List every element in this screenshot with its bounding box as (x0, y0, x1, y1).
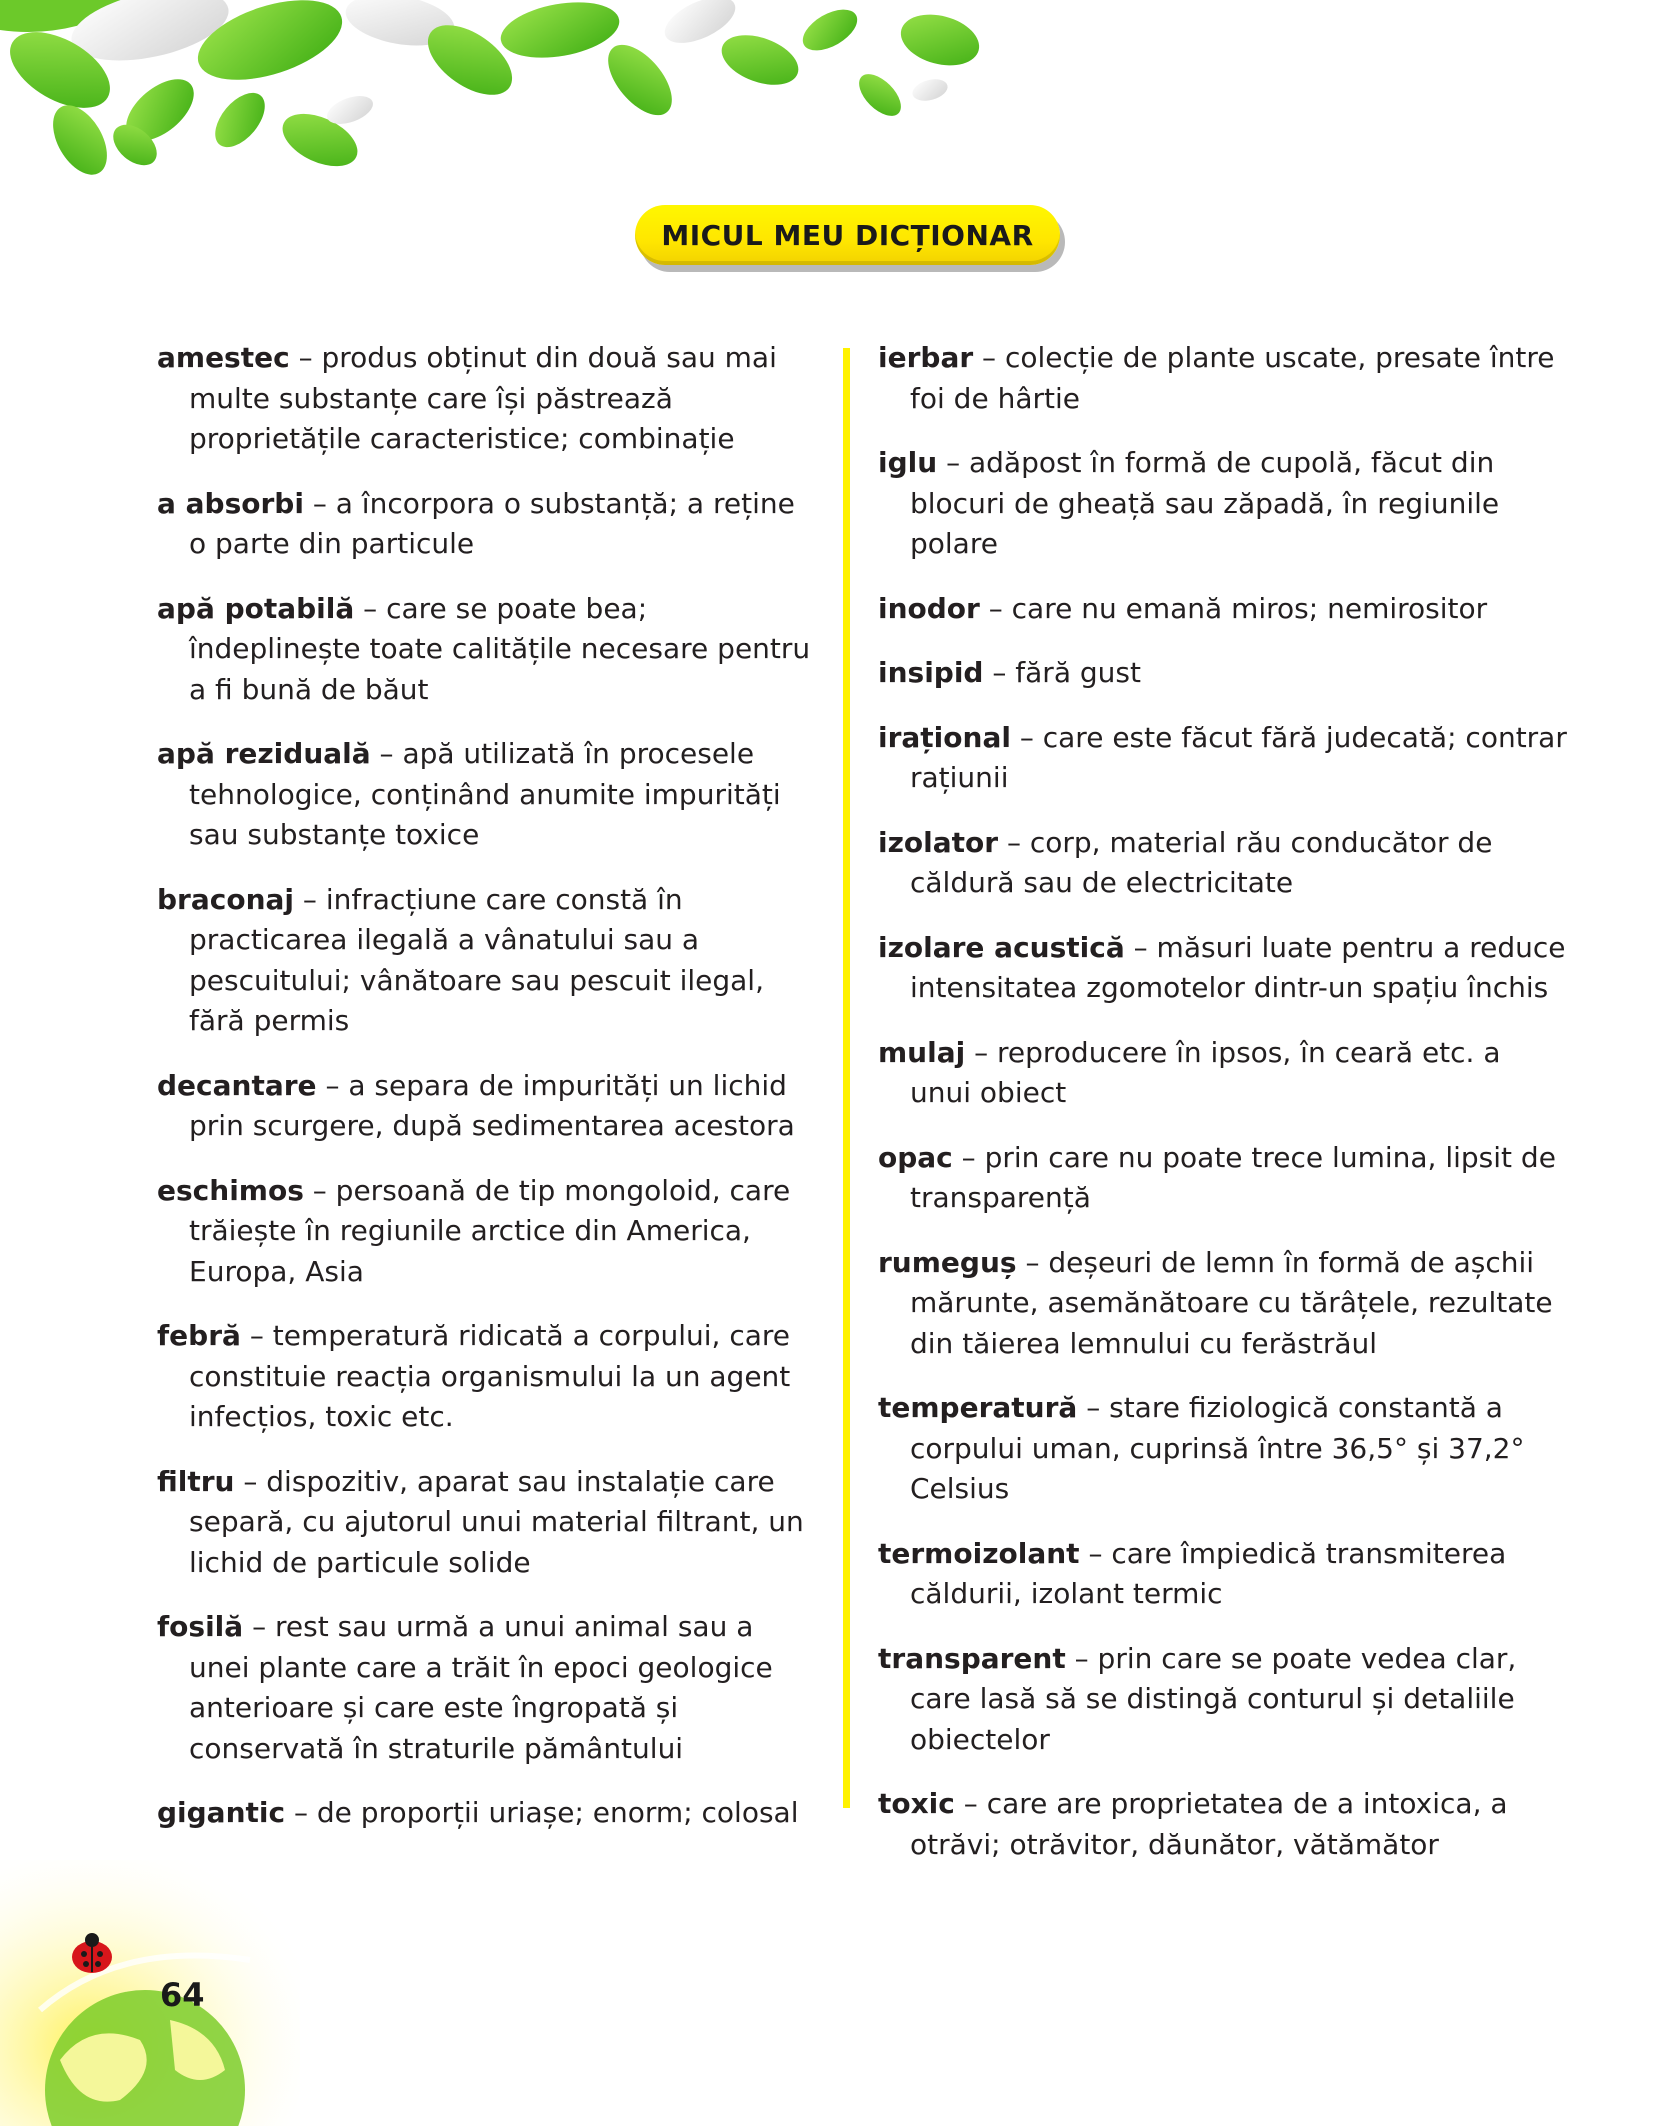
entry-definition: – măsuri luate pentru a reduce intensitatea zgomotelor dintr-un spațiu închis (910, 930, 1566, 1004)
left-column (157, 338, 817, 1858)
entry-term: rumeguș (878, 1245, 1017, 1279)
dictionary-entry (157, 338, 817, 460)
dictionary-entry (878, 1534, 1568, 1615)
right-column (878, 338, 1568, 1889)
entry-term: temperatură (878, 1391, 1078, 1424)
entry-term: filtru (157, 1464, 235, 1498)
entry-term: braconaj (157, 882, 295, 916)
entry-definition: – a separa de impurități un lichid prin scurgere, după sedimentarea acestora (189, 1068, 795, 1142)
entry-definition: – deșeuri de lemn în formă de așchii mărunte, asemănătoare cu tărâțele, rezultate din tăierea lemnului cu ferăstrăul (910, 1245, 1553, 1360)
entry-term: irațional (878, 720, 1011, 754)
dictionary-entry (878, 823, 1568, 904)
entry-term: opac (878, 1140, 953, 1174)
entry-term: apă reziduală (157, 737, 371, 770)
entry-definition: – persoană de tip mongoloid, care trăiește în regiunile arctice din America, Europa, Asia (189, 1173, 791, 1288)
dictionary-entry (878, 718, 1568, 799)
dictionary-entry (878, 1784, 1568, 1865)
entry-definition: – prin care se poate vedea clar, care lasă să se distingă conturul și detaliile obiectelor (910, 1641, 1517, 1756)
entry-term: mulaj (878, 1035, 966, 1069)
entry-definition: – care împiedică transmiterea căldurii, izolant termic (910, 1536, 1507, 1610)
dictionary-entry (878, 928, 1568, 1009)
entry-definition: – corp, material rău conducător de căldură sau de electricitate (910, 825, 1493, 899)
dictionary-entry (157, 734, 817, 856)
dictionary-entry (157, 1793, 817, 1834)
entry-definition: – stare fiziologică constantă a corpului uman, cuprinsă între 36,5° și 37,2° Celsius (910, 1391, 1525, 1505)
entry-definition: – produs obținut din două sau mai multe substanțe care își păstrează proprietățile caracteristice; combinație (189, 341, 777, 455)
entry-definition: – reproducere în ipsos, în ceară etc. a unui obiect (910, 1035, 1501, 1109)
entry-term: eschimos (157, 1173, 304, 1207)
entry-definition: – de proporții uriașe; enorm; colosal (285, 1796, 799, 1829)
entry-term: amestec (157, 341, 290, 374)
column-divider (843, 348, 850, 1808)
page-title: MICUL MEU DICȚIONAR (661, 218, 1034, 252)
dictionary-entry (157, 484, 817, 565)
entry-term: gigantic (157, 1796, 286, 1829)
entry-term: izolare acustică (878, 930, 1125, 964)
entry-definition: – care nu emană miros; nemirositor (979, 591, 1488, 625)
entry-term: ierbar (878, 341, 974, 374)
dictionary-entry (157, 1316, 817, 1438)
dictionary-entry (878, 1243, 1568, 1365)
entry-term: fosilă (157, 1610, 244, 1643)
entry-term: termoizolant (878, 1536, 1080, 1570)
entry-term: toxic (878, 1787, 955, 1820)
title-badge (635, 205, 1060, 265)
dictionary-entry (878, 338, 1568, 419)
dictionary-entry (157, 1607, 817, 1769)
dictionary-entry (878, 589, 1568, 630)
entry-definition: – a încorpora o substanță; a reține o parte din particule (189, 486, 795, 560)
dictionary-entry (157, 880, 817, 1042)
entry-term: decantare (157, 1068, 317, 1102)
entry-term: izolator (878, 825, 999, 859)
entry-definition: – care este făcut fără judecată; contrar rațiunii (910, 720, 1567, 794)
entry-definition: – care are proprietatea de a intoxica, a otrăvi; otrăvitor, dăunător, vătămător (910, 1787, 1508, 1861)
dictionary-entry (878, 1388, 1568, 1510)
entry-definition: – colecție de plante uscate, presate între foi de hârtie (910, 341, 1555, 415)
dictionary-entry (157, 1462, 817, 1584)
entry-definition: – infracțiune care constă în practicarea ilegală a vânatului sau a pescuitului; vânătoare sau pescuit ilegal, fără permis (189, 882, 764, 1037)
entry-definition: – care se poate bea; îndeplinește toate calitățile necesare pentru a fi bună de băut (189, 591, 811, 706)
dictionary-entry (878, 1138, 1568, 1219)
dictionary-entry (157, 1066, 817, 1147)
entry-definition: – rest sau urmă a unui animal sau a unei plante care a trăit în epoci geologice anterioare și care este îngropată și conservată în straturile pământului (189, 1610, 773, 1765)
dictionary-entry (157, 589, 817, 711)
dictionary-entry (878, 443, 1568, 565)
entry-definition: – prin care nu poate trece lumina, lipsit de transparență (910, 1140, 1556, 1214)
entry-term: apă potabilă (157, 591, 355, 625)
entry-term: a absorbi (157, 486, 304, 520)
leaves-decoration (0, 0, 1654, 190)
dictionary-entry (878, 653, 1568, 694)
entry-term: insipid (878, 656, 984, 689)
entry-definition: – dispozitiv, aparat sau instalație care separă, cu ajutorul unui material filtrant, un lichid de particule solide (189, 1464, 804, 1579)
entry-definition: – apă utilizată în procesele tehnologice, conținând anumite impurități sau substanțe toxice (189, 737, 781, 851)
entry-definition: – adăpost în formă de cupolă, făcut din blocuri de gheață sau zăpadă, în regiunile polare (910, 446, 1500, 560)
dictionary-entry (878, 1033, 1568, 1114)
entry-definition: – fără gust (983, 656, 1141, 689)
entry-term: transparent (878, 1641, 1066, 1675)
entry-term: iglu (878, 446, 938, 479)
dictionary-entry (157, 1171, 817, 1293)
entry-term: inodor (878, 591, 980, 625)
page-number: 64 (160, 1976, 205, 2014)
dictionary-entry (878, 1639, 1568, 1761)
entry-term: febră (157, 1319, 241, 1352)
entry-definition: – temperatură ridicată a corpului, care constituie reacția organismului la un agent infecțios, toxic etc. (189, 1319, 791, 1433)
globe-ladybug-icon (0, 1860, 300, 2126)
